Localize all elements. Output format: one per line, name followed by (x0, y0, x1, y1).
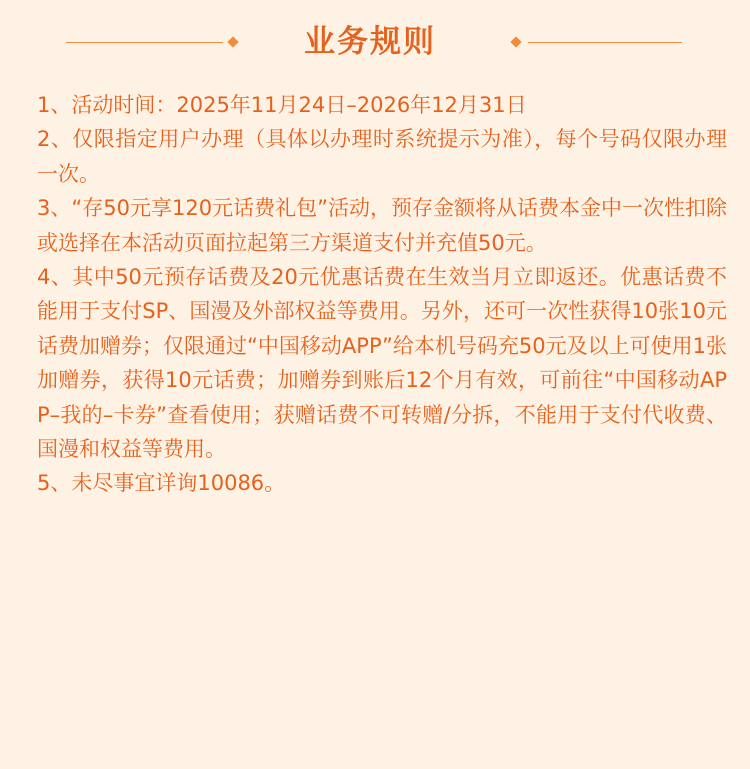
rule-item: 5、未尽事宜详询10086。 (37, 471, 286, 496)
rule-item: 4、其中50元预存话费及20元优惠话费在生效当月立即返还。优惠话费不能用于支付SP、国漫及外部权益等费用。另外，还可一次性获得10张10元话费加赠券；仅限通过“中国移动APP”给本机号码充50元及以上可使用1张加赠券，获得10元话费；加赠券到账后12个月有效，可前往“中国移动APP–我的–卡券”查看使用；获赠话费不可转赠/分拆，不能用于支付代收费、国漫和权益等费用。 (37, 265, 727, 462)
rule-item: 1、活动时间：2025年11月24日–2026年12月31日 (37, 93, 527, 117)
title-right-line (528, 42, 682, 43)
rule-item: 2、仅限指定用户办理（具体以办理时系统提示为准），每个号码仅限办理一次。 (37, 127, 727, 186)
rules-list (37, 88, 727, 501)
page-title: 业务规则 (304, 24, 436, 60)
rule-item: 3、“存50元享120元话费礼包”活动，预存金额将从话费本金中一次性扣除或选择在本活动页面拉起第三方渠道支付并充值50元。 (37, 196, 727, 255)
title-row (0, 18, 750, 68)
